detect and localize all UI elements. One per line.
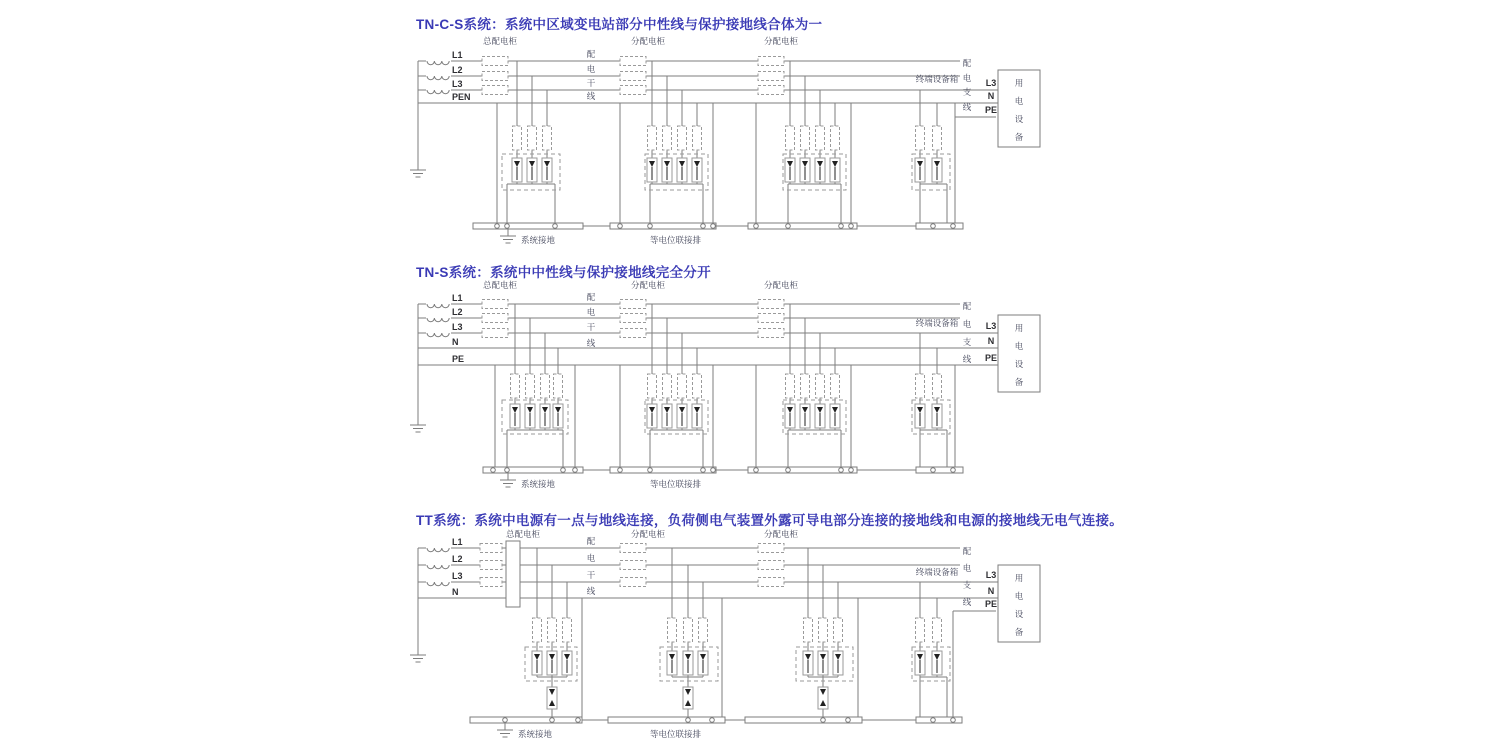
system-ground-label: 系统接地 (521, 479, 556, 489)
fuse (533, 618, 542, 642)
fuse (758, 57, 784, 66)
bonding-bar (610, 467, 716, 473)
bonding-bar (610, 223, 716, 229)
connection-circle (701, 224, 706, 229)
branch-line-label: 配 (962, 546, 972, 556)
main-cabinet-box (506, 541, 520, 607)
fuse (620, 314, 646, 323)
bus-label: L2 (452, 65, 463, 75)
fuse (482, 329, 508, 338)
fuse (541, 374, 550, 398)
connection-circle (754, 224, 759, 229)
equipment-label: 电 (1014, 96, 1024, 106)
trunk-line-label: 线 (586, 338, 596, 348)
bonding-bar (916, 467, 963, 473)
fuse (801, 374, 810, 398)
fuse (786, 374, 795, 398)
bus-label: L2 (452, 307, 463, 317)
branch-line-label: 支 (962, 87, 972, 97)
connection-circle (849, 224, 854, 229)
fuse (548, 618, 557, 642)
connection-circle (931, 468, 936, 473)
fuse (513, 126, 522, 150)
fuse (480, 578, 502, 587)
fuse (480, 561, 502, 570)
fuse (693, 374, 702, 398)
bus-label: L3 (452, 322, 463, 332)
fuse (933, 126, 942, 150)
connection-circle (754, 468, 759, 473)
connection-circle (686, 718, 691, 723)
branch-line-label: 支 (962, 337, 972, 347)
trunk-line-label: 干 (586, 570, 596, 580)
fuse (699, 618, 708, 642)
coil-mask (426, 88, 451, 92)
branch-line-label: 电 (962, 73, 972, 83)
fuse (648, 126, 657, 150)
trunk-line-label: 干 (586, 322, 596, 332)
fuse (620, 57, 646, 66)
connection-circle (491, 468, 496, 473)
terminal-line-label: PE (984, 105, 998, 115)
coil-mask (426, 563, 451, 567)
trunk-line-label: 电 (586, 64, 596, 74)
branch-line-label: 线 (962, 597, 972, 607)
fuse (834, 618, 843, 642)
fuse (663, 126, 672, 150)
fuse (620, 578, 646, 587)
fuse (620, 329, 646, 338)
connection-circle (849, 468, 854, 473)
fuse (482, 314, 508, 323)
connection-circle (931, 224, 936, 229)
connection-circle (618, 468, 623, 473)
diagram-title: TT系统：系统中电源有一点与地线连接，负荷侧电气装置外露可导电部分连接的接地线和电源的接地线无电气连接。 (416, 513, 1124, 528)
coil-mask (426, 331, 451, 335)
bus-label: L1 (452, 537, 463, 547)
fuse (620, 86, 646, 95)
fuse (620, 544, 646, 553)
bonding-bar (608, 717, 725, 723)
main-cabinet-label: 总配电柜 (482, 280, 518, 290)
sub-cabinet-label: 分配电柜 (630, 36, 666, 46)
trunk-line-label: 电 (586, 307, 596, 317)
terminal-box-label: 终端设备箱 (915, 318, 959, 328)
coil-mask (426, 59, 451, 63)
fuse (819, 618, 828, 642)
sub-cabinet-label: 分配电柜 (630, 529, 666, 539)
branch-line-label: 电 (962, 319, 972, 329)
fuse (933, 618, 942, 642)
fuse (758, 578, 784, 587)
equipment-label: 用 (1014, 78, 1024, 88)
fuse (758, 329, 784, 338)
fuse (511, 374, 520, 398)
trunk-line-label: 电 (586, 553, 596, 563)
terminal-line-label: L3 (985, 321, 997, 331)
bus-label: L2 (452, 554, 463, 564)
branch-line-label: 支 (962, 580, 972, 590)
connection-circle (839, 468, 844, 473)
connection-circle (839, 224, 844, 229)
fuse (933, 374, 942, 398)
connection-circle (573, 468, 578, 473)
bonding-bar-label: 等电位联接排 (650, 479, 702, 489)
fuse (620, 561, 646, 570)
fuse (786, 126, 795, 150)
trunk-line-label: 线 (586, 91, 596, 101)
connection-circle (648, 224, 653, 229)
connection-circle (495, 224, 500, 229)
bus-label: L1 (452, 293, 463, 303)
fuse (916, 126, 925, 150)
connection-circle (550, 718, 555, 723)
bus-label: PEN (452, 92, 471, 102)
connection-circle (503, 718, 508, 723)
fuse (758, 544, 784, 553)
sub-cabinet-label: 分配电柜 (763, 280, 799, 290)
coil-mask (426, 580, 451, 584)
fuse (916, 374, 925, 398)
connection-circle (951, 718, 956, 723)
bus-label: PE (452, 354, 465, 364)
equipment-label: 设 (1014, 609, 1024, 619)
fuse (563, 618, 572, 642)
fuse (831, 374, 840, 398)
terminal-line-label: L3 (985, 78, 997, 88)
connection-circle (553, 224, 558, 229)
system-ground-label: 系统接地 (521, 235, 556, 245)
equipment-label: 备 (1014, 132, 1024, 142)
fuse (678, 126, 687, 150)
system-ground-label: 系统接地 (518, 729, 553, 739)
bonding-bar-label: 等电位联接排 (650, 235, 702, 245)
fuse (482, 57, 508, 66)
connection-circle (648, 468, 653, 473)
fuse (758, 314, 784, 323)
fuse (916, 618, 925, 642)
fuse (482, 72, 508, 81)
branch-line-label: 配 (962, 301, 972, 311)
connection-circle (505, 468, 510, 473)
fuse (758, 72, 784, 81)
connection-circle (951, 468, 956, 473)
terminal-line-label: PE (984, 353, 998, 363)
fuse (554, 374, 563, 398)
connection-circle (505, 224, 510, 229)
terminal-line-label: N (987, 336, 995, 346)
bus-label: L1 (452, 50, 463, 60)
equipment-label: 设 (1014, 359, 1024, 369)
connection-circle (846, 718, 851, 723)
fuse (543, 126, 552, 150)
connection-circle (576, 718, 581, 723)
fuse (663, 374, 672, 398)
bonding-bar (745, 717, 862, 723)
fuse (816, 374, 825, 398)
coil-mask (426, 546, 451, 550)
fuse (528, 126, 537, 150)
fuse (526, 374, 535, 398)
trunk-line-label: 配 (586, 292, 596, 302)
sub-cabinet-label: 分配电柜 (630, 280, 666, 290)
bonding-bar-label: 等电位联接排 (650, 729, 702, 739)
fuse (482, 300, 508, 309)
connection-circle (701, 468, 706, 473)
fuse (648, 374, 657, 398)
equipment-label: 用 (1014, 323, 1024, 333)
connection-circle (931, 718, 936, 723)
bonding-bar (473, 223, 583, 229)
coil-mask (426, 302, 451, 306)
fuse (684, 618, 693, 642)
connection-circle (711, 468, 716, 473)
terminal-line-label: PE (984, 599, 998, 609)
fuse (831, 126, 840, 150)
branch-line-label: 电 (962, 563, 972, 573)
coil-mask (426, 316, 451, 320)
fuse (804, 618, 813, 642)
main-cabinet-label: 总配电柜 (505, 529, 541, 539)
bonding-bar (483, 467, 583, 473)
sub-cabinet-label: 分配电柜 (763, 36, 799, 46)
diagram-title: TN-C-S系统：系统中区域变电站部分中性线与保护接地线合体为一 (416, 17, 823, 32)
fuse (801, 126, 810, 150)
equipment-label: 备 (1014, 377, 1024, 387)
fuse (678, 374, 687, 398)
equipment-label: 电 (1014, 341, 1024, 351)
terminal-line-label: N (987, 91, 995, 101)
connection-circle (786, 468, 791, 473)
fuse (758, 561, 784, 570)
terminal-line-label: L3 (985, 570, 997, 580)
branch-line-label: 线 (962, 102, 972, 112)
connection-circle (711, 224, 716, 229)
bus-label: L3 (452, 79, 463, 89)
terminal-box-label: 终端设备箱 (915, 567, 959, 577)
branch-line-label: 线 (962, 354, 972, 364)
fuse (758, 300, 784, 309)
connection-circle (618, 224, 623, 229)
bus-label: N (452, 587, 459, 597)
trunk-line-label: 干 (586, 78, 596, 88)
connection-circle (710, 718, 715, 723)
fuse (620, 72, 646, 81)
fuse (693, 126, 702, 150)
equipment-label: 设 (1014, 114, 1024, 124)
bus-label: L3 (452, 571, 463, 581)
equipment-label: 电 (1014, 591, 1024, 601)
connection-circle (561, 468, 566, 473)
fuse (480, 544, 502, 553)
diagram-title: TN-S系统：系统中中性线与保护接地线完全分开 (416, 265, 711, 280)
bus-label: N (452, 337, 459, 347)
equipment-label: 用 (1014, 573, 1024, 583)
equipment-label: 备 (1014, 627, 1024, 637)
terminal-line-label: N (987, 586, 995, 596)
branch-line-label: 配 (962, 58, 972, 68)
connection-circle (951, 224, 956, 229)
coil-mask (426, 74, 451, 78)
fuse (816, 126, 825, 150)
fuse (482, 86, 508, 95)
trunk-line-label: 线 (586, 586, 596, 596)
main-cabinet-label: 总配电柜 (482, 36, 518, 46)
connection-circle (786, 224, 791, 229)
fuse (758, 86, 784, 95)
fuse (620, 300, 646, 309)
trunk-line-label: 配 (586, 49, 596, 59)
fuse (668, 618, 677, 642)
trunk-line-label: 配 (586, 536, 596, 546)
bonding-bar (470, 717, 582, 723)
bonding-bar (916, 223, 963, 229)
terminal-box-label: 终端设备箱 (915, 74, 959, 84)
connection-circle (821, 718, 826, 723)
sub-cabinet-label: 分配电柜 (763, 529, 799, 539)
